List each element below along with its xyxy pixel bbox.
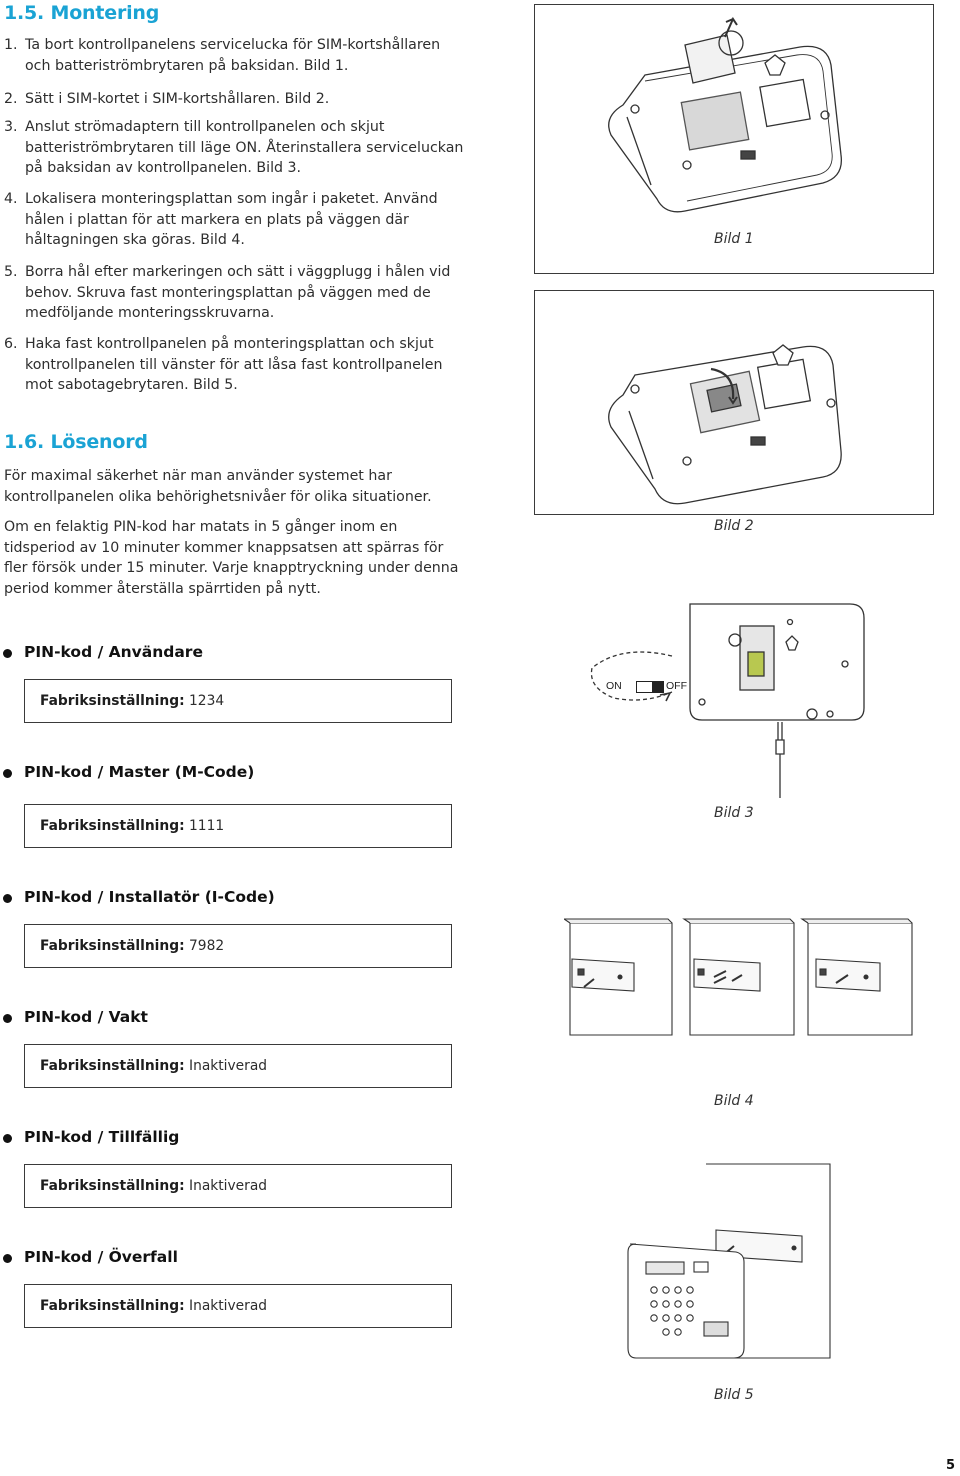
pin-default-box xyxy=(24,679,452,723)
pin-default-box xyxy=(24,1164,452,1208)
switch-knob xyxy=(652,682,663,692)
step-text: Sätt i SIM-kortet i SIM-kortshållaren. Bild 2. xyxy=(25,91,330,107)
pin-default-value: 1111 xyxy=(189,818,225,834)
pin-default-value: 1234 xyxy=(189,693,225,709)
pin-default-label: Fabriksinställning: xyxy=(40,1058,185,1074)
bullet xyxy=(3,894,12,903)
switch-on-label: ON xyxy=(606,680,622,692)
paragraph-line: fler försök under 15 minuter. Varje knapptryckning under denna xyxy=(4,560,459,577)
paragraph-line: kontrollpanelen olika behörighetsnivåer för olika situationer. xyxy=(4,488,432,505)
step-text: på baksidan av kontrollpanelen. Bild 3. xyxy=(25,160,302,177)
step-text: hålen i plattan för att markera en plats på väggen där xyxy=(25,211,409,228)
step-text: kontrollpanelen till vänster för att låsa fast kontrollpanelen xyxy=(25,356,443,373)
sim-card-insert-illustration xyxy=(535,291,933,514)
step-text: Lokalisera monteringsplattan som ingår i paketet. Använd xyxy=(25,191,438,207)
paragraph-line: period kommer återställa spärrtiden på nytt. xyxy=(4,580,321,597)
pin-default-label: Fabriksinställning: xyxy=(40,938,185,954)
caption-bild-3: Bild 3 xyxy=(714,805,754,821)
figure-bild-3 xyxy=(590,600,890,800)
pin-default-box xyxy=(24,924,452,968)
step-text: Anslut strömadaptern till kontrollpanelen och skjut xyxy=(25,119,385,135)
pin-default-value: Inaktiverad xyxy=(189,1178,268,1194)
step-2 xyxy=(4,89,329,110)
pin-default-box xyxy=(24,804,452,848)
switch-off-label: OFF xyxy=(666,680,687,692)
page-number: 5 xyxy=(945,1458,955,1473)
step-text: behov. Skruva fast monteringsplattan på väggen med de xyxy=(25,284,431,301)
pin-name: PIN-kod / Installatör (I-Code) xyxy=(24,888,275,906)
pin-name: PIN-kod / Överfall xyxy=(24,1248,178,1266)
step-text: och batteriströmbrytaren på baksidan. Bild 1. xyxy=(25,57,349,74)
bullet xyxy=(3,1134,12,1143)
step-6 xyxy=(4,334,442,396)
figure-bild-4 xyxy=(564,915,934,1040)
step-1 xyxy=(4,35,440,76)
step-text: håltagningen ska göras. Bild 4. xyxy=(25,232,245,249)
step-number: 5. xyxy=(4,264,18,280)
pin-default-value: Inaktiverad xyxy=(189,1298,268,1314)
bullet xyxy=(3,1254,12,1263)
paragraph-line: Om en felaktig PIN-kod har matats in 5 gånger inom en xyxy=(4,519,398,535)
paragraph-line: För maximal säkerhet när man använder systemet har xyxy=(4,468,392,484)
pin-default-value: Inaktiverad xyxy=(189,1058,268,1074)
step-number: 2. xyxy=(4,91,18,107)
step-text: Haka fast kontrollpanelen på monteringsplattan och skjut xyxy=(25,336,434,352)
step-5 xyxy=(4,262,450,324)
step-text: mot sabotagebrytaren. Bild 5. xyxy=(25,377,238,394)
power-adapter-switch-illustration xyxy=(590,600,890,800)
pin-default-value: 7982 xyxy=(189,938,225,954)
step-text: Borra hål efter markeringen och sätt i väggplugg i hålen vid xyxy=(25,264,451,280)
panel-hanging-illustration xyxy=(624,1162,834,1362)
pin-name: PIN-kod / Tillfällig xyxy=(24,1128,180,1146)
pin-default-label: Fabriksinställning: xyxy=(40,1298,185,1314)
step-4 xyxy=(4,189,438,251)
pin-name: PIN-kod / Master (M-Code) xyxy=(24,763,255,781)
caption-bild-1: Bild 1 xyxy=(714,231,754,247)
step-number: 4. xyxy=(4,191,18,207)
caption-bild-5: Bild 5 xyxy=(714,1387,754,1403)
step-number: 6. xyxy=(4,336,18,352)
paragraph-security-levels xyxy=(4,466,432,507)
step-number: 3. xyxy=(4,119,18,135)
bullet xyxy=(3,1014,12,1023)
pin-name: PIN-kod / Användare xyxy=(24,643,203,661)
paragraph-lockout xyxy=(4,517,458,599)
pin-default-label: Fabriksinställning: xyxy=(40,818,185,834)
step-number: 1. xyxy=(4,37,18,53)
bullet xyxy=(3,649,12,658)
caption-bild-4: Bild 4 xyxy=(714,1093,754,1109)
pin-default-box xyxy=(24,1284,452,1328)
step-text: batteriströmbrytaren till läge ON. Återinstallera serviceluckan xyxy=(25,139,464,156)
pin-default-box xyxy=(24,1044,452,1088)
mounting-plate-wall-illustration xyxy=(564,915,934,1040)
paragraph-line: tidsperiod av 10 minuter kommer knappsatsen att spärras för xyxy=(4,539,444,556)
caption-bild-2: Bild 2 xyxy=(714,518,754,534)
bullet xyxy=(3,769,12,778)
step-text: medföljande monteringsskruvarna. xyxy=(25,305,275,322)
section-heading-losenord: 1.6. Lösenord xyxy=(4,431,148,453)
step-text: Ta bort kontrollpanelens servicelucka för SIM-kortshållaren xyxy=(25,37,441,53)
pin-default-label: Fabriksinställning: xyxy=(40,1178,185,1194)
figure-bild-2 xyxy=(534,290,934,515)
step-3 xyxy=(4,117,463,179)
figure-bild-5 xyxy=(624,1162,834,1362)
pin-default-label: Fabriksinställning: xyxy=(40,693,185,709)
pin-name: PIN-kod / Vakt xyxy=(24,1008,148,1026)
section-heading-montering: 1.5. Montering xyxy=(4,2,160,24)
battery-switch xyxy=(636,681,664,693)
